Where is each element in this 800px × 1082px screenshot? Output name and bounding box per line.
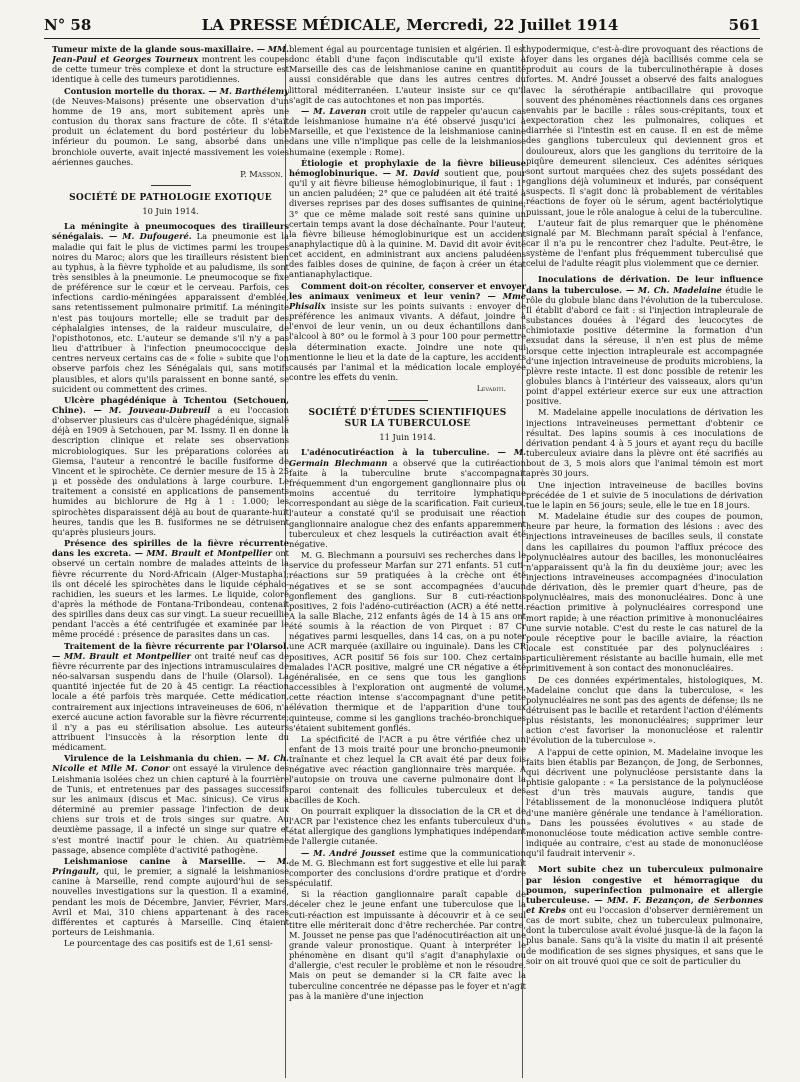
article-text: montrent les coupes de cette tumeur très complexe et dont la structure est identique à celle des tumeurs parotidiennes. bbox=[52, 54, 289, 85]
article-leishmaniose-marseille bbox=[52, 856, 289, 937]
separator-rule bbox=[388, 400, 428, 401]
separator-rule bbox=[151, 185, 191, 186]
society-date: 11 Juin 1914. bbox=[379, 432, 436, 443]
article-authors: MM. Brault et Montpellier bbox=[64, 650, 191, 661]
article-leishmania-chien bbox=[52, 753, 289, 855]
article-title: Contusion mortelle du thorax. — bbox=[64, 85, 217, 96]
article-mort-subite bbox=[526, 864, 763, 966]
article-title: Mort subite chez un tuberculeux pulmonaire par lésion congestive et hémorragique du poumon, superinfection pulmonaire et allergie tuberculeuse. — bbox=[526, 864, 763, 905]
article-text: estime que la communication de M. G. Blechmann est fort suggestive et elle lui paraît comporter des conclusions d'ordre pratique et d'ordre spéculatif. bbox=[289, 847, 526, 889]
article-authors: M. Germain Blechmann bbox=[289, 447, 526, 468]
page-header bbox=[44, 16, 760, 36]
society-heading-line1: SOCIÉTÉ D'ÉTUDES SCIENTIFIQUES bbox=[308, 408, 507, 419]
article-authors: M. Dufougeré. bbox=[122, 231, 192, 242]
article-adenocutireaction bbox=[289, 447, 526, 549]
article-authors: MM. F. Bezançon, de Serbonnes et Krebs bbox=[526, 894, 763, 915]
article-title: La méningite à pneumocoques des tirailleurs sénégalais. — bbox=[52, 221, 289, 242]
article-text: La pneumonie est la maladie qui fait le plus de victimes parmi les troupes noires du Maroc; alors que les tirailleurs résistent bien au typhus, à la fièvre typhoïde et au paludisme, ils sont très sensibles à la pneumonie. Le pneumocoque se fixe de préférence sur le cœur et le cerveau. Parfois, ces infections cardio-méningées apparaissent d'emblée, sans retentissement pulmonaire primitif. La méningite n'est pas toujours mortelle; elle se traduit par des céphalalgies intenses, de la raideur musculaire, de l'opisthotonos, etc. L'auteur se demande s'il n'y a pas lieu d'attribuer à l'infection pneumococcique des centres nerveux certains cas de « folie » subite que l'on observe parfois chez les Sénégalais qui, sans motifs plausibles, et alors qu'ils paraissent en bonne santé, se suicident ou commettent des crimes. bbox=[52, 231, 289, 394]
article-authors: M. Barthélemy bbox=[219, 85, 289, 96]
article-authors: M. Jouveau-Dubreuil bbox=[109, 405, 211, 415]
article-authors: M. Ch. Madelaine bbox=[637, 284, 722, 295]
article-text: ont traité neuf cas de fièvre récurrente par des injections intramusculaires de néo-salvarsan suspendu dans de l'huile (Olarsol). La quantité injectée fut de 20 à 45 centigr. La réaction locale a été parfois très marquée. Cette médication, contrairement aux injections intraveineuses de 606, n'a exercé aucune action favorable sur la fièvre récurrente; il n'y a pas eu stérilisation absolue. Les auteurs attribuent l'insuccès à la résorption lente du médicament. bbox=[52, 650, 289, 753]
article-text: ont observé un certain nombre de malades atteints de la fièvre récurrente du Nord-Africain (Alger-Mustapha); ils ont décelé les spirochètes dans le liquide céphalo-rachidien, les sueurs et les larmes. Le liquide, coloré d'après la méthode de Fontana-Tribondeau, contenait des spirilles dans deux cas sur vingt. La sueur recueillie pendant l'accès a été centrifugée et examinée par le même procédé : présence de parasites dans un cas. bbox=[52, 548, 289, 640]
paragraph: A l'appui de cette opinion, M. Madelaine invoque les faits bien établis par Bezançon, de Jong, de Serbonnes, qui décrivent une polynucléose persistante dans la phtisie galopante : « La persistance de la polynucléose est d'un très mauvais augure, tandis que l'établissement de la mononucléose indiquera plutôt d'une manière générale une tendance à l'amélioration. » Dans les poussées évolutives « au stade de mononucléose toute médication active semble contre-indiquée au contraire, c'est au stade de mononucléose qu'il faudrait intervenir ». bbox=[526, 746, 763, 859]
paragraph: M. Madelaine appelle inoculations de dérivation les injections intraveineuses permettant d'obtenir ce résultat. Des lapins soumis à ces inoculations de dérivation pendant 4 à 5 jours et ayant reçu du bacille tuberculeux aviaire dans la plèvre ont été sacrifiés au bout de 3, 5 mois alors que l'animal témoin est mort après 30 jours. bbox=[526, 407, 763, 479]
paragraph: Si la réaction ganglionnaire paraît capable de déceler chez le jeune enfant une tuberculose que la cuti-réaction est impuissante à découvrir et à ce seul titre elle mériterait donc d'être recherchée. Par contre, M. Jousset ne pense pas que l'adénocutiréaction ait une grande valeur pronostique. Quant à interpréter le phénomène en disant qu'il s'agit d'anaphylaxie ou d'allergie, c'est reculer le problème et non le résoudre. Mais on peut se demander si la CR faite avec la tuberculine concentrée ne dépasse pas le foyer et n'agit pas à la manière d'une injection bbox=[289, 889, 526, 1001]
article-text: ont eu l'occasion d'observer dernièrement un cas de mort subite, chez un tuberculeux pulmonaire, dont la tuberculose avait évolué jusque-là de la façon la plus banale. Sans qu'à la visite du matin il ait présenté de modification de ses signes physiques, et sans que le soir on ait trouvé quoi que ce soit de particulier du bbox=[526, 904, 763, 966]
article-text: (de Neuves-Maisons) présente une observation d'un homme de 19 ans, mort subitement après une contusion du thorax sans fracture de côte. Il s'était produit un éclatement du bord postérieur du lobe inférieur du poumon. Le sang, absorbé dans une bronchiole ouverte, avait injecté massivement les voies aériennes gauches. bbox=[52, 95, 289, 167]
discussion-laveran bbox=[289, 106, 526, 157]
article-spirilles bbox=[52, 538, 289, 640]
article-olarsol bbox=[52, 641, 289, 753]
paragraph: La spécificité de l'ACR a pu être vérifiée chez un enfant de 13 mois traité pour une broncho-pneumonie traînante et chez lequel la CR avait été par deux fois négative avec réaction ganglionnaire très marquée. A l'autopsie on trouva une caverne pulmonaire dont la paroi contenait des follicules tuberculeux et des bacilles de Koch. bbox=[289, 733, 526, 805]
article-title: Leishmaniose canine à Marseille. — bbox=[64, 855, 266, 866]
article-text: a observé que la cutiréaction faite à la tuberculine brute s'accompagnait fréquemment d'un engorgement ganglionnaire plus ou moins accentué du territoire lymphatique correspondant au siège de la scarification. Fait curieux, l'auteur a constaté qu'il se produisait une réaction ganglionnaire analogue chez des enfants apparemment tuberculeux et chez lesquels la cutiréaction avait été négative. bbox=[289, 457, 526, 549]
article-authors: Mme Phisalix bbox=[289, 290, 526, 311]
article-meningite bbox=[52, 221, 289, 394]
article-ulcere bbox=[52, 395, 289, 537]
article-authors: M. Ch. Nicolle et Mlle M. Conor bbox=[52, 753, 289, 774]
article-title: Tumeur mixte de la glande sous-maxillaire. — bbox=[52, 44, 266, 54]
journal-title: LA PRESSE MÉDICALE, Mercredi, 22 Juillet 1914 bbox=[201, 16, 619, 34]
article-text: soutient que, pour qu'il y ait fièvre bilieuse hémoglobinurique, il faut : 1° un ancien paludéen; 2° que ce paludéen ait été traité à diverses reprises par des doses suffisantes de quinine; 3° que ce même malade soit resté sans quinine un certain temps avant la dose déchaînante. Pour l'auteur, la fièvre bilieuse hémoglobinurique est un accident anaphylactique dû à la quinine. M. David dit avoir évité cet accident, en administrant aux anciens paludéens des faibles doses de quinine, de façon à créer un état antianaphylactique. bbox=[289, 167, 526, 280]
article-title: Présence des spirilles de la fièvre récurrente dans les excreta. — bbox=[52, 538, 289, 559]
article-authors: M. Pringault, bbox=[52, 855, 289, 877]
article-authors: — M. Laveran bbox=[301, 105, 367, 116]
signature: Levaditi. bbox=[476, 384, 506, 394]
article-authors: M. David bbox=[395, 167, 440, 178]
header-rule bbox=[44, 38, 760, 39]
society-heading-line2: SUR LA TUBERCULOSE bbox=[344, 419, 471, 430]
article-tumeur-mixte bbox=[52, 44, 289, 85]
article-title: Virulence de la Leishmania du chien. — bbox=[64, 753, 254, 764]
paragraph: hypodermique, c'est-à-dire provoquant des réactions de foyer dans les organes déjà bacillisés comme cela se produit au cours de la tuberculinothérapie à doses fortes. M. André Jousset a observé des faits analogues avec la sérothérapie antibacillaire qui provoque souvent des phénomènes réactionnels dans ces organes envahis par le bacille : râles sous-crépitants, toux et expectoration chez les pulmonaires, coliques et diarrhée si l'intestin est en cause. Il en est de même des ganglions tuberculeux qui deviennent gros et douloureux, alors que les ganglions du territoire de la piqûre demeurent silencieux. Ces adénites sériques sont surtout marquées chez des sujets possédant des ganglions déjà volumineux et indurés, par conséquent suspects. Il s'agit donc là probablement de véritables réactions de foyer où le sérum, agent bactériolytique puissant, joue le rôle analogue à celui de la tuberculine. bbox=[526, 44, 763, 217]
paragraph: blement égal au pourcentage tunisien et algérien. Il est donc établi d'une façon indiscutable qu'il existe à Marseille des cas de leishmaniose canine en quantité aussi considérable que dans les autres centres du littoral méditerranéen. L'auteur insiste sur ce qu'il s'agit de cas autochtones et non pas importés. bbox=[289, 44, 526, 105]
paragraph: De ces données expérimentales, histologiques, M. Madelaine conclut que dans la tuberculose, « les polynucléaires ne sont pas des agents de défense; ils ne détruisent pas le bacille et retardent l'action d'éléments plus résistants, les mononucléaires; supprimer leur action c'est favoriser la mononucléose et ralentir l'évolution de la tuberculose ». bbox=[526, 674, 763, 746]
article-inoculations-derivation bbox=[526, 274, 763, 406]
article-title: Traitement de la fièvre récurrente par l'Olarsol. — bbox=[52, 640, 289, 661]
article-text: étudie le rôle du globule blanc dans l'évolution de la tuberculose. Il établit d'abord ce fait : si l'injection intrapleurale de substances douées à l'égard des leucocytes de chimiotaxie positive détermine la formation d'un exsudat dans la séreuse, il n'en est plus de même lorsque cette injection intrapleurale est accompagnée d'une injection intraveineuse de produits microbiens, la plèvre reste intacte. Il est donc possible de retenir les globules blancs à l'intérieur des vaisseaux, alors qu'un point d'appel extérieur exerce sur eux une attraction positive. bbox=[526, 284, 763, 407]
page-number: 561 bbox=[728, 16, 760, 34]
paragraph: Le pourcentage des cas positifs est de 1,61 sensi- bbox=[64, 938, 273, 949]
article-animaux-venimeux bbox=[289, 281, 526, 383]
article-contusion bbox=[52, 86, 289, 167]
article-authors: MM. Brault et Montpellier bbox=[146, 548, 272, 559]
issue-number: N° 58 bbox=[44, 16, 92, 34]
article-authors: MM. Jean-Paul et Georges Tourneux bbox=[52, 44, 289, 65]
article-text: a eu l'occasion d'observer plusieurs cas d'ulcère phagédénique, signalé déjà en 1909 à Setchouen, par M. Issmy. Il en donne la description clinique et relate ses observations microbiologiques. Sur les préparations colorées au Giemsa, l'auteur a rencontré le bacille fusiforme de Vincent et le spirochète. Ce dernier mesure de 15 à 25 μ et possède des ondulations à large courbure. Le traitement a consisté en applications de pansements humides au bichlorure de Hg à 1 : 1.000; les spirochètes disparaissent déjà au bout de quarante-huit heures, tandis que les B. fusiformes ne se détruisent qu'après plusieurs jours. bbox=[52, 405, 289, 537]
article-title: Comment doit-on récolter, conserver et envoyer les animaux venimeux et leur venin? — bbox=[289, 280, 526, 301]
article-text: ont essayé la virulence des Leishmania isolées chez un chien capturé à la fourrière de Tunis, et entretenues par des passages successifs sur les animaux (discus et Mac. sinicus). Ce virus a déterminé au premier passage l'infection de deux chiens sur trois et de trois singes sur quatre. Au deuxième passage, il a infecté un singe sur quatre et s'est montré inactif pour le chien. Au quatrième passage, absence complète d'activité pathogène. bbox=[52, 763, 289, 855]
paragraph: M. Madelaine étudie sur des coupes de poumon, heure par heure, la formation des lésions : avec des injections intraveineuses de bacilles seuls, il constate dans les capillaires du poumon l'afflux précoce des polynucléaires autour des bacilles, les mononucléaires n'apparaissent qu'à la fin du deuxième jour; avec les injections intraveineuses accompagnées d'inoculation de dérivation, dès le premier quart d'heure, pas de polynucléaires, mais des mononucléaires. Donc à une réaction primitive à polynucléaires correspond une mort rapide; à une réaction primitive à mononucléaires une survie notable. C'est du reste le cas naturel de la poule réceptive pour le bacille aviaire, la réaction locale est constituée par des polynucléaires : particulièrement résistante au bacille humain, elle met primitivement à son contact des mononucléaires. bbox=[526, 511, 763, 674]
column-1 bbox=[52, 44, 289, 1080]
article-title: Inoculations de dérivation. De leur influence dans la tuberculose. — bbox=[526, 274, 763, 295]
column-2 bbox=[289, 44, 526, 1080]
article-title: Ulcère phagédénique à Tchentou (Setchouen, Chine). — bbox=[52, 394, 289, 415]
article-title: L'adénocutiréaction à la tuberculine. — bbox=[301, 447, 506, 458]
signature: P. Masson. bbox=[240, 168, 283, 179]
article-authors: — M. André Jousset bbox=[301, 847, 396, 858]
article-text: croit utile de rappeler qu'aucun cas de leishmaniose humaine n'a été observé jusqu'ici à Marseille, et que l'existence de la leishmaniose canine dans une ville n'implique pas celle de la leishmaniose humaine (exemple : Rome). bbox=[289, 105, 526, 157]
paragraph: M. G. Blechmann a poursuivi ses recherches dans le service du professeur Marfan sur 271 enfants. 51 cuti-réactions sur 59 pratiquées à la crèche ont été négatives et se se sont accompagnées d'aucun gonflement des ganglions. Sur 8 cuti-réactions positives, 2 fois l'adéno-cutiréaction (ACR) a été nette. A la salle Blache, 212 enfants âgés de 14 à 15 ans ont été soumis à la réaction de von Pirquet : 87 Cr négatives parmi lesquelles, dans 14 cas, on a pu noter une ACR marquée (axillaire ou inguinale). Dans les CR positives, ACR positif 56 fois sur 100. Chez certains malades l'ACR positive, malgré une CR négative a été généralisée, en ce sens que tous les ganglions accessibles à l'exploration ont augmenté de volume, cette réaction intense s'accompagnant d'une petite élévation thermique et de l'apparition d'une toux quinteuse, comme si les ganglions trachéo-bronchiques s'étaient subitement gonflés. bbox=[289, 550, 526, 733]
article-text: insiste sur les points suivants : envoyer de préférence les animaux vivants. A défaut, joindre à l'envoi de leur venin, un ou deux échantillons dans l'alcool à 80° ou le formol à 3 pour 100 pour permettre la détermination exacte. Joindre une note qui mentionne le lieu et la date de la capture, les accidents causés par l'animal et la médication locale employée contre les effets du venin. bbox=[289, 300, 526, 382]
article-title: Étiologie et prophylaxie de la fièvre bilieuse hémoglobinurique. — bbox=[289, 157, 526, 178]
article-fievre-bilieuse bbox=[289, 158, 526, 280]
society-heading: SOCIÉTÉ DE PATHOLOGIE EXOTIQUE bbox=[69, 193, 272, 204]
article-text: qui, le premier, a signalé la leishmaniose canine à Marseille, rend compte aujourd'hui de ses nouvelles investigations sur la question. Il a examiné, pendant les mois de Décembre, Janvier, Février, Mars, Avril et Mai, 310 chiens appartenant à des races différentes et capturés à Marseille. Cinq étaient porteurs de Leishmania. bbox=[52, 866, 289, 937]
paragraph: On pourrait expliquer la dissociation de la CR et de l'ACR par l'existence chez les enfants tuberculeux d'un état allergique des ganglions lymphatiques indépendant de l'allergie cutanée. bbox=[289, 805, 526, 847]
discussion-jousset bbox=[289, 848, 526, 889]
column-3 bbox=[526, 44, 763, 1080]
society-date: 10 Juin 1914. bbox=[142, 206, 199, 217]
paragraph: Une injection intraveineuse de bacilles bovins précédée de 1 et suivie de 5 inoculations de dérivation tue le lapin en 56 jours; seule, elle le tue en 18 jours. bbox=[526, 479, 763, 510]
paragraph: L'auteur fait de plus remarquer que le phénomène signalé par M. Blechmann paraît spécial à l'enfance, car il n'a pu le rencontrer chez l'adulte. Peut-être, le système de l'enfant plus fréquemment tuberculisé que celui de l'adulte réagit plus violemment que ce dernier. bbox=[526, 217, 763, 269]
